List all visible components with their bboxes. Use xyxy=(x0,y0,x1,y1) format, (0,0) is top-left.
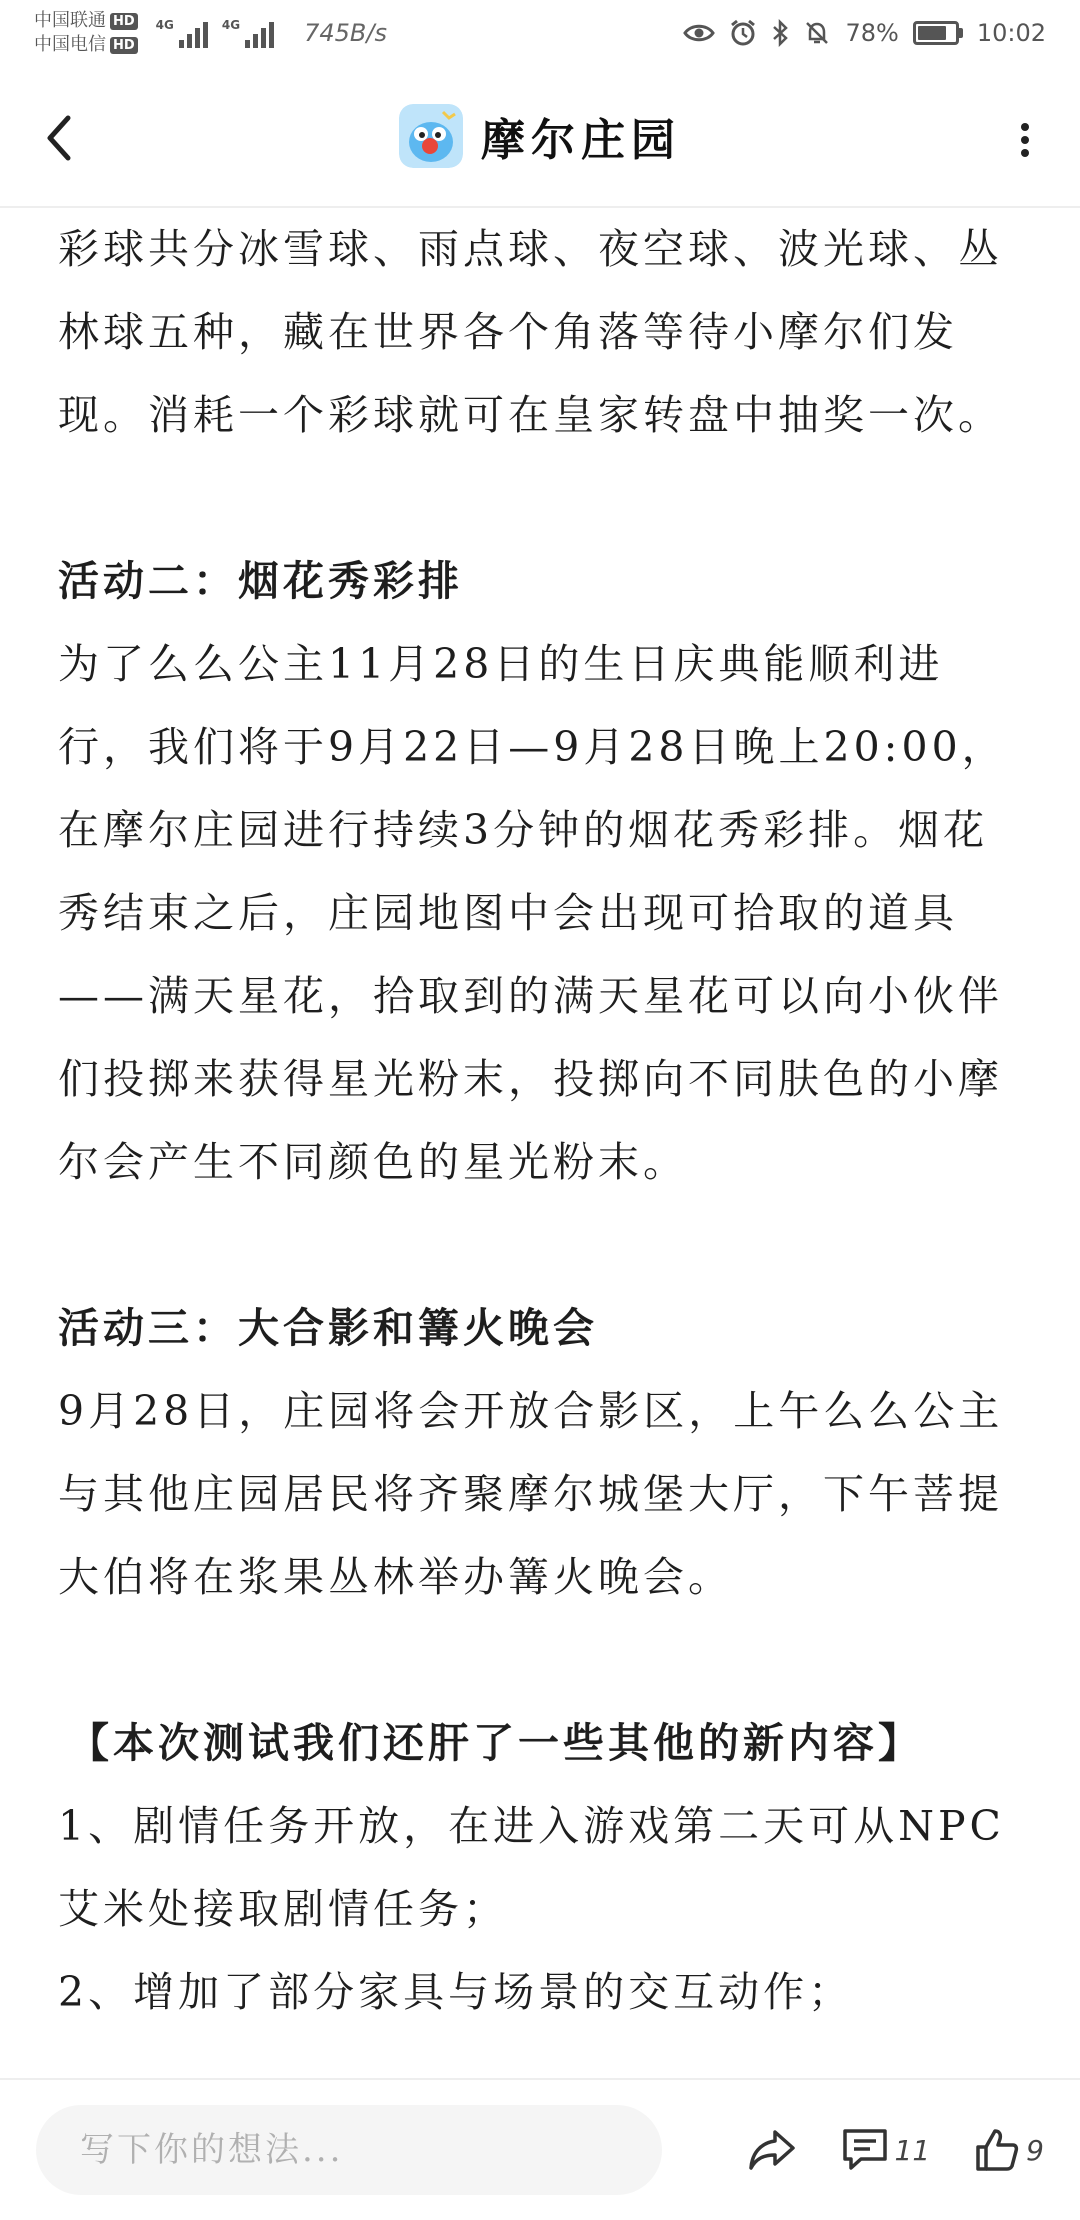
like-count: 9 xyxy=(1026,2133,1044,2167)
header-center xyxy=(399,104,681,168)
carrier-info xyxy=(34,9,138,57)
network-type-label: 4G xyxy=(155,18,174,32)
battery-icon xyxy=(913,21,963,45)
carrier-1-label: 中国联通 xyxy=(34,10,106,31)
more-vertical-icon xyxy=(1020,122,1030,158)
battery-percent: 78% xyxy=(845,19,899,47)
other-content-item-2: 2、增加了部分家具与场景的交互动作； xyxy=(58,1968,854,2016)
intro-paragraph: 彩球共分冰雪球、雨点球、夜空球、波光球、丛林球五种，藏在世界各个角落等待小摩尔们发现。消耗一个彩球就可在皇家转盘中抽奖一次。 xyxy=(58,225,1003,439)
app-header xyxy=(0,66,1080,208)
activity-2-body: 为了么么公主11月28日的生日庆典能顺利进行，我们将于9月22日—9月28日晚上20:00，在摩尔庄园进行持续3分钟的烟花秀彩排。烟花秀结束之后，庄园地图中会出现可拾取的道具——满天星花，拾取到的满天星花可以向小伙伴们投掷来获得星光粉末，投掷向不同肤色的小摩尔会产生不同颜色的星光粉末。 xyxy=(58,640,1007,1186)
signal-strength-icon xyxy=(222,18,274,48)
app-logo xyxy=(399,104,463,168)
comment-icon xyxy=(841,2127,889,2173)
thumbs-up-icon xyxy=(974,2127,1020,2173)
action-group xyxy=(747,2127,1044,2173)
signal-strength-icon xyxy=(156,18,208,48)
alarm-icon xyxy=(729,19,757,47)
activity-3-title: 活动三：大合影和篝火晚会 xyxy=(58,1304,598,1352)
share-button[interactable] xyxy=(747,2128,797,2172)
bluetooth-icon xyxy=(771,19,789,47)
activity-2-title: 活动二：烟花秀彩排 xyxy=(58,557,463,605)
comment-count: 11 xyxy=(894,2133,931,2167)
other-content-title: 【本次测试我们还肝了一些其他的新内容】 xyxy=(68,1719,923,1767)
network-speed: 745B/s xyxy=(304,19,387,47)
signal-indicators xyxy=(156,18,274,48)
network-type-label: 4G xyxy=(221,18,241,32)
article-body xyxy=(58,208,1022,2078)
mute-bell-icon xyxy=(803,19,831,47)
more-options-button[interactable] xyxy=(1010,112,1040,168)
share-icon xyxy=(747,2128,797,2172)
page-title: 摩尔庄园 xyxy=(481,115,681,166)
chevron-left-icon xyxy=(44,114,72,162)
other-content-item-1: 1、剧情任务开放，在进入游戏第二天可从NPC艾米处接取剧情任务； xyxy=(58,1802,1005,1933)
bottom-action-bar xyxy=(0,2078,1080,2220)
like-button[interactable] xyxy=(974,2127,1044,2173)
back-button[interactable] xyxy=(38,108,78,168)
hd-badge: HD xyxy=(110,13,138,30)
clock-time: 10:02 xyxy=(976,19,1046,47)
eye-icon xyxy=(683,21,715,45)
hd-badge: HD xyxy=(110,37,138,54)
activity-3-body: 9月28日，庄园将会开放合影区，上午么么公主与其他庄园居民将齐聚摩尔城堡大厅，下午菩提大伯将在浆果丛林举办篝火晚会。 xyxy=(58,1387,1004,1601)
status-bar xyxy=(0,0,1080,66)
comment-input[interactable] xyxy=(36,2105,662,2195)
status-icons xyxy=(683,19,1046,47)
comment-button[interactable] xyxy=(841,2127,931,2173)
carrier-2-label: 中国电信 xyxy=(34,34,106,55)
